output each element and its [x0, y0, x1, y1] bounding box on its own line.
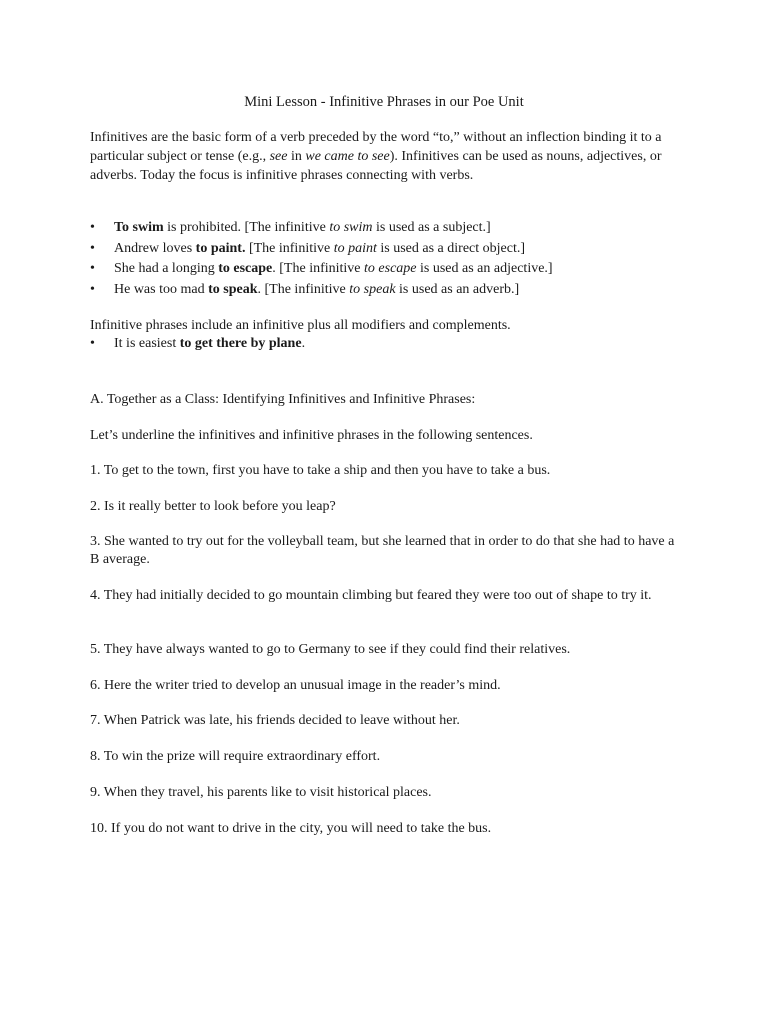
list-item	[90, 280, 690, 301]
question-item: 7. When Patrick was late, his friends decided to leave without her.	[90, 713, 460, 728]
section-a-heading: A. Together as a Class: Identifying Infinitives and Infinitive Phrases:	[90, 392, 476, 407]
question-item: 8. To win the prize will require extraordinary effort.	[90, 749, 381, 764]
example-pre: He was too mad	[114, 281, 209, 297]
phrase-pre: It is easiest	[114, 336, 180, 351]
question-item: 4. They had initially decided to go mountain climbing but feared they were too out of shape to try it.	[90, 588, 652, 603]
question-item: 6. Here the writer tried to develop an unusual image in the reader’s mind.	[90, 678, 501, 693]
example-pre: Andrew loves	[114, 240, 196, 256]
example-bold: To swim	[114, 220, 164, 235]
example-italic: to swim	[329, 220, 373, 235]
question-item: 1. To get to the town, first you have to take a ship and then you have to take a bus.	[90, 463, 551, 478]
example-mid: is prohibited. [The infinitive	[163, 220, 330, 235]
example-mid: . [The infinitive	[272, 261, 365, 276]
question-item: 5. They have always wanted to go to Germany to see if they could find their relatives.	[90, 642, 571, 657]
example-end: is used as a subject.]	[372, 220, 491, 235]
phrase-end: .	[301, 336, 306, 351]
example-bold: to speak	[208, 281, 258, 297]
example-bold: to escape	[218, 261, 273, 276]
example-italic: to escape	[364, 261, 417, 276]
question-item: 9. When they travel, his parents like to visit historical places.	[90, 785, 432, 800]
example-bold: to paint.	[195, 240, 246, 256]
intro-text-1: Infinitives are the basic form of a verb preceded by the word “to,” without an inflection binding it to a particular subject or tense (e.g.,	[90, 130, 662, 164]
intro-paragraph	[90, 128, 680, 185]
list-item	[90, 334, 690, 355]
example-end: is used as an adjective.]	[416, 261, 553, 276]
example-italic: to paint	[333, 240, 377, 256]
example-pre: She had a longing	[114, 261, 219, 276]
intro-see: see	[269, 149, 288, 164]
page-title: Mini Lesson - Infinitive Phrases in our Poe Unit	[244, 94, 524, 110]
list-item	[90, 259, 690, 280]
instruction-text: Let’s underline the infinitives and infinitive phrases in the following sentences.	[90, 428, 533, 443]
phrases-intro: Infinitive phrases include an infinitive plus all modifiers and complements.	[90, 318, 511, 333]
example-mid: . [The infinitive	[257, 281, 350, 297]
phrase-example-list	[90, 334, 690, 355]
list-item	[90, 218, 690, 239]
intro-text-2: ). Infinitives can be used as nouns, adjectives, or adverbs. Today the focus is infinitive phrases connecting with verbs.	[90, 149, 662, 183]
phrase-bold: to get there by plane	[179, 336, 302, 351]
intro-in: in	[287, 149, 306, 164]
example-italic: to speak	[349, 281, 396, 297]
question-item: 3. She wanted to try out for the volleyball team, but she learned that in order to do that she had to have a B average.	[90, 534, 675, 567]
question-item: 10. If you do not want to drive in the city, you will need to take the bus.	[90, 821, 492, 836]
examples-list	[90, 218, 690, 300]
list-item	[90, 239, 690, 260]
intro-example: we came to see	[305, 149, 390, 164]
question-item: 2. Is it really better to look before you leap?	[90, 499, 336, 514]
example-mid: [The infinitive	[245, 240, 334, 256]
example-end: is used as an adverb.]	[395, 281, 520, 297]
example-end: is used as a direct object.]	[376, 240, 526, 256]
